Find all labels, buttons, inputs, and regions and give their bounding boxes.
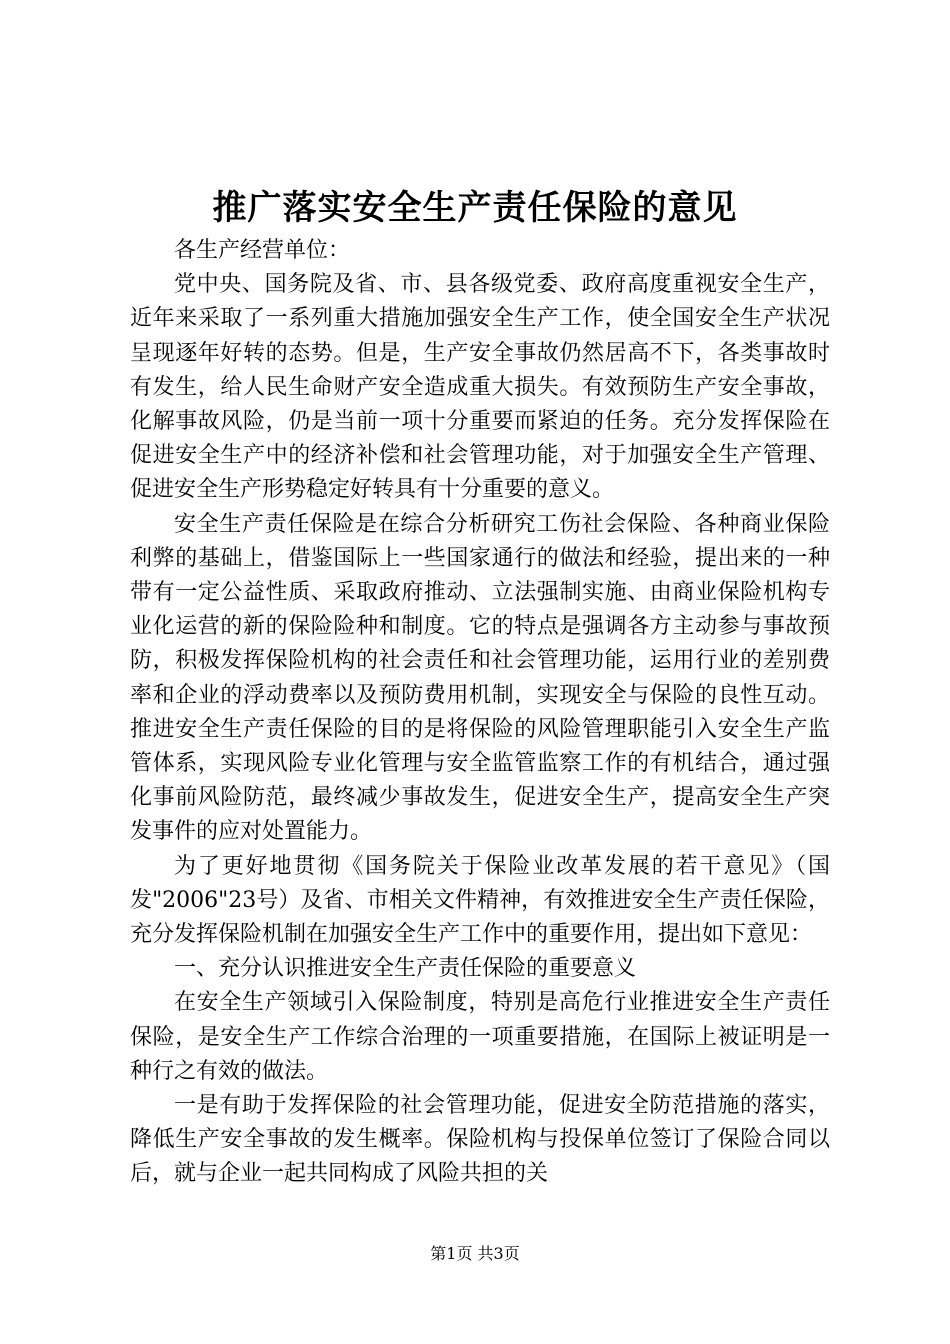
document-body — [130, 234, 830, 1192]
body-paragraph: 党中央、国务院及省、市、县各级党委、政府高度重视安全生产，近年来采取了一系列重大措施加强安全生产工作，使全国安全生产状况呈现逐年好转的态势。但是，生产安全事故仍然居高不下，各类事故时有发生，给人民生命财产安全造成重大损失。有效预防生产安全事故，化解事故风险，仍是当前一项十分重要而紧迫的任务。充分发挥保险在促进安全生产中的经济补偿和社会管理功能，对于加强安全生产管理、促进安全生产形势稳定好转具有十分重要的意义。 — [130, 272, 830, 503]
body-paragraph: 安全生产责任保险是在综合分析研究工伤社会保险、各种商业保险利弊的基础上，借鉴国际上一些国家通行的做法和经验，提出来的一种带有一定公益性质、采取政府推动、立法强制实施、由商业保险机构专业化运营的新的保险险种和制度。它的特点是强调各方主动参与事故预防，积极发挥保险机构的社会责任和社会管理功能，运用行业的差别费率和企业的浮动费率以及预防费用机制，实现安全与保险的良性互动。推进安全生产责任保险的目的是将保险的风险管理职能引入安全生产监管体系，实现风险专业化管理与安全监管监察工作的有机结合，通过强化事前风险防范，最终减少事故发生，促进安全生产，提高安全生产突发事件的应对处置能力。 — [130, 511, 830, 845]
page-number-footer: 第1页 共3页 — [430, 1244, 520, 1263]
salutation-paragraph: 各生产经营单位： — [174, 238, 351, 263]
section-heading: 一、充分认识推进安全生产责任保险的重要意义 — [174, 956, 637, 982]
document-title: 推广落实安全生产责任保险的意见 — [212, 188, 738, 228]
body-paragraph: 一是有助于发挥保险的社会管理功能，促进安全防范措施的落实，降低生产安全事故的发生概率。保险机构与投保单位签订了保险合同以后，就与企业一起共同构成了风险共担的关 — [130, 1093, 830, 1187]
body-paragraph: 在安全生产领域引入保险制度，特别是高危行业推进安全生产责任保险，是安全生产工作综合治理的一项重要措施，在国际上被证明是一种行之有效的做法。 — [130, 990, 830, 1084]
body-paragraph: 为了更好地贯彻《国务院关于保险业改革发展的若干意见》（国发"2006"23号）及省、市相关文件精神，有效推进安全生产责任保险，充分发挥保险机制在加强安全生产工作中的重要作用，提出如下意见： — [130, 853, 830, 948]
